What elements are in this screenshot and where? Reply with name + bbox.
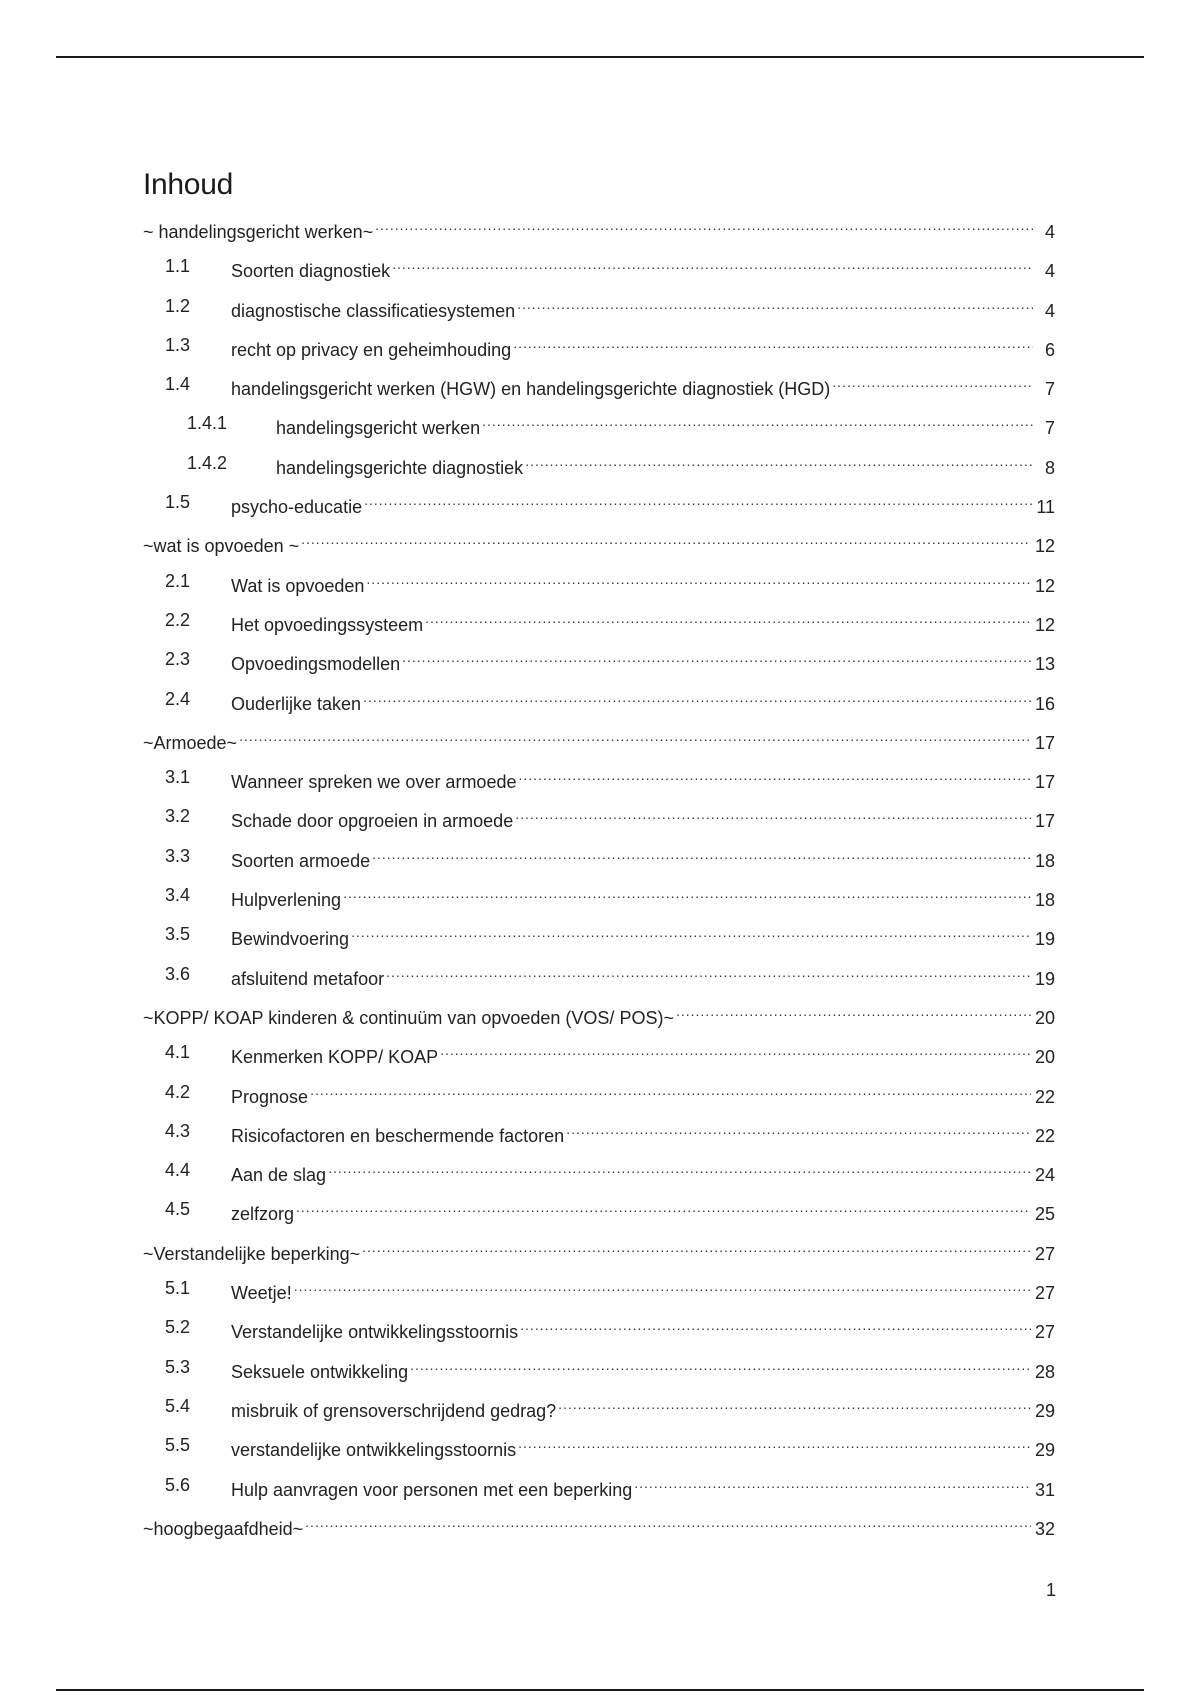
toc-section-entry[interactable] [143,680,1055,719]
toc-entry-label: Aan de slag [231,1165,327,1186]
toc-section-entry[interactable] [143,915,1055,954]
dot-leader [239,727,1031,749]
toc-entry-page: 20 [1034,1047,1055,1068]
dot-leader [375,216,1033,238]
toc-section-entry[interactable] [143,601,1055,640]
toc-entry-page: 17 [1034,732,1055,753]
toc-entry-page: 4 [1044,300,1055,321]
toc-entry-label: Het opvoedingssysteem [231,614,424,635]
toc-section-entry[interactable] [143,797,1055,836]
toc-entry-label: misbruik of grensoverschrijdend gedrag? [231,1400,557,1421]
toc-entry-label: Prognose [231,1086,309,1107]
toc-entry-label: Ouderlijke taken [231,693,362,714]
toc-entry-label: verstandelijke ontwikkelingsstoornis [231,1440,517,1461]
toc-section-entry[interactable] [143,326,1055,365]
toc-entry-number: 3.2 [165,806,191,827]
header-rule [56,56,1144,58]
toc-entry-line [231,884,1055,911]
toc-section-entry[interactable] [143,1112,1055,1151]
toc-section-entry[interactable] [143,562,1055,601]
dot-leader [832,373,1033,395]
toc-entry-number: 5.3 [165,1356,191,1377]
toc-entry-label: ~KOPP/ KOAP kinderen & continuüm van opvoeden (VOS/ POS)~ [143,1007,674,1028]
toc-entry-line [231,805,1055,832]
toc-entry-label: handelingsgericht werken [276,418,481,439]
toc-entry-line [231,766,1055,793]
toc-entry-line [231,845,1055,872]
toc-section-entry[interactable] [143,1269,1055,1308]
toc-entry-label: Schade door opgroeien in armoede [231,811,514,832]
toc-entry-page: 6 [1044,339,1055,360]
toc-section-entry[interactable] [143,837,1055,876]
toc-entry-number: 3.6 [165,963,191,984]
dot-leader [363,688,1031,710]
toc-entry-line [231,570,1055,597]
toc-entry-page: 12 [1034,536,1055,557]
dot-leader [517,295,1033,317]
toc-entry-page: 27 [1034,1243,1055,1264]
toc-entry-page: 27 [1034,1322,1055,1343]
toc-entry-number: 1.2 [165,295,191,316]
toc-section-entry[interactable] [143,404,1055,443]
dot-leader [425,609,1031,631]
toc-section-entry[interactable] [143,365,1055,404]
toc-entry-label: ~Armoede~ [143,732,238,753]
dot-leader [634,1474,1031,1496]
page-number: 1 [1045,1580,1056,1600]
toc-chapter-entry[interactable] [143,208,1055,247]
toc-entry-page: 18 [1034,890,1055,911]
toc-entry-page: 12 [1034,614,1055,635]
toc-entry-label: ~hoogbegaafdheid~ [143,1518,304,1539]
toc-chapter-entry[interactable] [143,1505,1055,1544]
toc-entry-page: 17 [1034,772,1055,793]
footer-rule [56,1689,1144,1691]
toc-entry-label: Soorten diagnostiek [231,261,391,282]
toc-entry-number: 3.5 [165,924,191,945]
toc-entry-number: 2.1 [165,570,191,591]
toc-entry-label: Soorten armoede [231,850,371,871]
toc-section-entry[interactable] [143,640,1055,679]
toc-entry-label: Opvoedingsmodellen [231,654,401,675]
dot-leader [328,1159,1031,1181]
toc-section-entry[interactable] [143,483,1055,522]
toc-section-entry[interactable] [143,1190,1055,1229]
toc-section-entry[interactable] [143,1387,1055,1426]
dot-leader [305,1513,1031,1535]
toc-entry-page: 11 [1036,497,1055,518]
toc-entry-number: 1.1 [165,256,191,277]
toc-entry-line [231,688,1055,715]
toc-entry-page: 13 [1034,654,1055,675]
dot-leader [566,1120,1031,1142]
toc-section-entry[interactable] [143,955,1055,994]
toc-entry-label: Wanneer spreken we over armoede [231,772,517,793]
dot-leader [402,648,1031,670]
toc-entry-number: 1.4.2 [187,452,228,473]
toc-entry-label: ~Verstandelijke beperking~ [143,1243,361,1264]
toc-entry-line [231,1395,1055,1422]
dot-leader [343,884,1031,906]
toc-entry-number: 1.4.1 [187,413,228,434]
toc-section-entry[interactable] [143,1426,1055,1465]
toc-entry-number: 4.1 [165,1042,191,1063]
toc-entry-line [231,1081,1055,1108]
toc-entry-label: Risicofactoren en beschermende factoren [231,1125,565,1146]
toc-entry-label: Wat is opvoeden [231,575,365,596]
toc-entry-page: 25 [1034,1204,1055,1225]
dot-leader [410,1356,1031,1378]
toc-entry-label: diagnostische classificatiesystemen [231,300,516,321]
toc-entry-page: 19 [1034,929,1055,950]
toc-entry-line [143,1002,1055,1029]
toc-entry-label: Verstandelijke ontwikkelingsstoornis [231,1322,519,1343]
toc-entry-number: 4.4 [165,1160,191,1181]
toc-entry-number: 3.3 [165,845,191,866]
dot-leader [518,1434,1031,1456]
toc-entry-line [231,923,1055,950]
toc-section-entry[interactable] [143,247,1055,286]
toc-chapter-entry[interactable] [143,1230,1055,1269]
toc-entry-line [231,1356,1055,1383]
toc-entry-number: 4.3 [165,1120,191,1141]
toc-section-entry[interactable] [143,1151,1055,1190]
page-title: Inhoud [143,168,233,201]
toc-chapter-entry[interactable] [143,719,1055,758]
toc-entry-line [231,1277,1055,1304]
toc-entry-line [143,727,1055,754]
table-of-contents [143,208,1055,1544]
toc-entry-page: 24 [1034,1165,1055,1186]
toc-entry-label: handelingsgerichte diagnostiek [276,457,524,478]
toc-entry-number: 3.1 [165,767,191,788]
toc-entry-label: afsluitend metafoor [231,968,385,989]
toc-entry-line [231,1474,1055,1501]
dot-leader [362,1238,1031,1260]
toc-entry-page: 7 [1044,379,1055,400]
toc-entry-page: 4 [1044,261,1055,282]
toc-entry-number: 3.4 [165,885,191,906]
toc-entry-label: Hulp aanvragen voor personen met een beperking [231,1479,633,1500]
toc-chapter-entry[interactable] [143,994,1055,1033]
toc-section-entry[interactable] [143,1466,1055,1505]
dot-leader [366,570,1031,592]
dot-leader [372,845,1031,867]
toc-entry-line [143,216,1055,243]
dot-leader [392,255,1033,277]
toc-entry-line [231,1434,1055,1461]
toc-entry-number: 1.4 [165,374,191,395]
toc-entry-line [231,334,1055,361]
toc-entry-line [231,1041,1055,1068]
toc-entry-page: 19 [1034,968,1055,989]
toc-entry-line [231,648,1055,675]
toc-entry-page: 27 [1034,1283,1055,1304]
toc-entry-line [231,609,1055,636]
toc-entry-number: 4.5 [165,1199,191,1220]
toc-entry-number: 1.5 [165,492,191,513]
toc-entry-line [231,373,1055,400]
toc-entry-number: 5.4 [165,1395,191,1416]
toc-entry-line [231,1159,1055,1186]
toc-entry-page: 4 [1044,222,1055,242]
toc-entry-page: 17 [1034,811,1055,832]
toc-entry-number: 2.4 [165,688,191,709]
toc-entry-line [231,963,1055,990]
toc-entry-line [276,452,1055,479]
dot-leader [294,1277,1031,1299]
dot-leader [558,1395,1031,1417]
dot-leader [518,766,1030,788]
toc-section-entry[interactable] [143,1073,1055,1112]
toc-entry-line [143,530,1055,557]
dot-leader [520,1316,1031,1338]
toc-entry-number: 1.3 [165,334,191,355]
toc-entry-label: psycho-educatie [231,497,363,518]
toc-entry-line [231,1198,1055,1225]
toc-entry-label: handelingsgericht werken (HGW) en handelingsgerichte diagnostiek (HGD) [231,379,831,400]
toc-section-entry[interactable] [143,758,1055,797]
toc-entry-page: 7 [1044,418,1055,439]
toc-entry-page: 8 [1044,457,1055,478]
toc-entry-label: Weetje! [231,1283,292,1304]
toc-section-entry[interactable] [143,287,1055,326]
toc-entry-page: 29 [1034,1440,1055,1461]
toc-entry-line [231,1316,1055,1343]
toc-entry-line [231,295,1055,322]
toc-entry-page: 32 [1034,1518,1055,1539]
toc-entry-line [143,1238,1055,1265]
toc-section-entry[interactable] [143,1308,1055,1347]
toc-section-entry[interactable] [143,876,1055,915]
toc-section-entry[interactable] [143,1033,1055,1072]
toc-entry-number: 4.2 [165,1081,191,1102]
toc-entry-label: ~wat is opvoeden ~ [143,536,300,557]
dot-leader [482,412,1033,434]
dot-leader [364,491,1032,513]
toc-entry-number: 5.6 [165,1474,191,1495]
toc-entry-line [231,255,1055,282]
toc-entry-line [143,1513,1055,1540]
dot-leader [351,923,1031,945]
toc-entry-label: Seksuele ontwikkeling [231,1361,409,1382]
dot-leader [515,805,1031,827]
toc-entry-label: recht op privacy en geheimhouding [231,339,512,360]
toc-entry-number: 2.3 [165,649,191,670]
dot-leader [513,334,1033,356]
dot-leader [525,452,1033,474]
toc-entry-line [231,491,1055,518]
toc-entry-label: ~ handelingsgericht werken~ [143,222,374,242]
toc-chapter-entry[interactable] [143,522,1055,561]
toc-entry-page: 22 [1034,1086,1055,1107]
dot-leader [440,1041,1031,1063]
dot-leader [676,1002,1031,1024]
toc-entry-number: 5.2 [165,1317,191,1338]
toc-section-entry[interactable] [143,1348,1055,1387]
toc-entry-page: 18 [1034,850,1055,871]
toc-entry-page: 31 [1034,1479,1055,1500]
toc-entry-label: Hulpverlening [231,890,342,911]
toc-entry-label: Kenmerken KOPP/ KOAP [231,1047,439,1068]
dot-leader [310,1081,1031,1103]
toc-entry-line [276,412,1055,439]
toc-entry-page: 12 [1034,575,1055,596]
toc-entry-number: 5.5 [165,1435,191,1456]
toc-entry-number: 5.1 [165,1278,191,1299]
dot-leader [296,1198,1031,1220]
toc-section-entry[interactable] [143,444,1055,483]
toc-entry-page: 28 [1034,1361,1055,1382]
toc-entry-page: 29 [1034,1400,1055,1421]
toc-entry-number: 2.2 [165,609,191,630]
dot-leader [301,530,1031,552]
toc-entry-label: Bewindvoering [231,929,350,950]
toc-entry-line [231,1120,1055,1147]
dot-leader [386,963,1031,985]
toc-entry-page: 16 [1034,693,1055,714]
toc-entry-page: 20 [1034,1007,1055,1028]
toc-entry-page: 22 [1034,1125,1055,1146]
toc-entry-label: zelfzorg [231,1204,295,1225]
